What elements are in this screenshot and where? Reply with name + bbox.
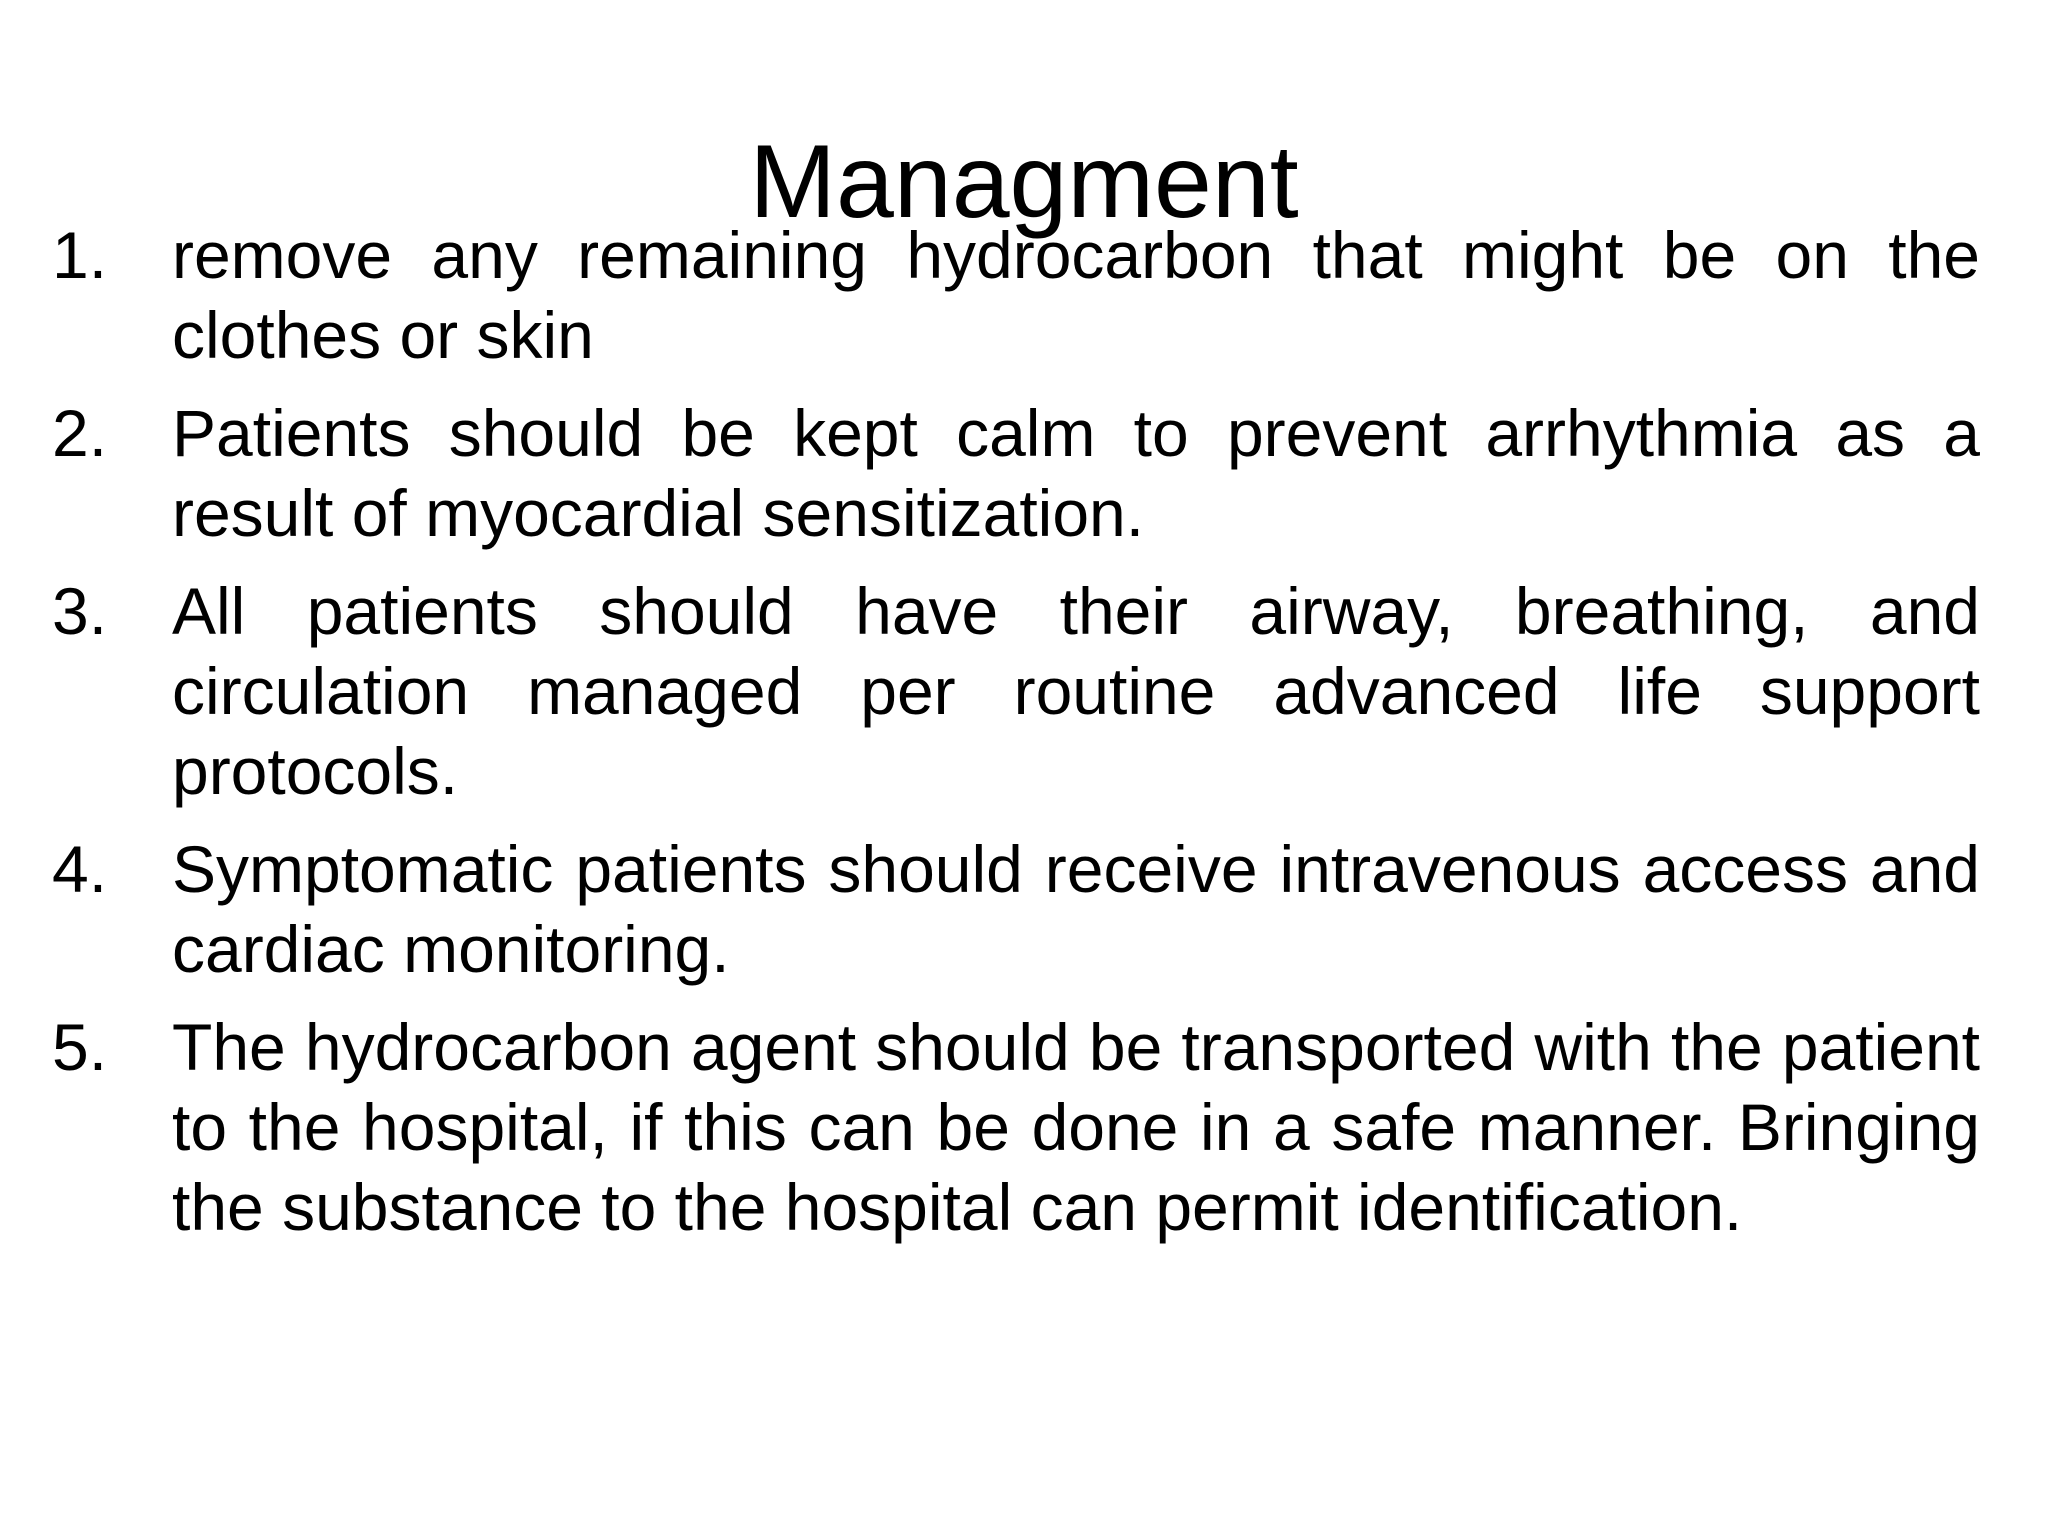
- management-list: [52, 215, 1980, 1265]
- list-item-number: 5.: [52, 1010, 108, 1084]
- list-item: [52, 393, 1980, 553]
- slide-title: Managment: [749, 124, 1299, 240]
- list-item-text: All patients should have their airway, breathing, and circulation managed per routine advanced life support protocols.: [172, 574, 1980, 808]
- list-item-number: 2.: [52, 396, 108, 470]
- list-item-text: The hydrocarbon agent should be transported with the patient to the hospital, if this can be done in a safe manner. Bringing the substance to the hospital can permit identification.: [172, 1010, 1980, 1244]
- list-item-number: 1.: [52, 218, 108, 292]
- list-item: [52, 829, 1980, 989]
- list-item-number: 3.: [52, 574, 108, 648]
- list-item-number: 4.: [52, 832, 108, 906]
- list-item-text: Patients should be kept calm to prevent arrhythmia as a result of myocardial sensitization.: [172, 396, 1980, 550]
- list-item-text: Symptomatic patients should receive intravenous access and cardiac monitoring.: [172, 832, 1980, 986]
- list-item-text: remove any remaining hydrocarbon that might be on the clothes or skin: [172, 218, 1980, 372]
- list-item: [52, 1007, 1980, 1247]
- list-item: [52, 215, 1980, 375]
- list-item: [52, 571, 1980, 811]
